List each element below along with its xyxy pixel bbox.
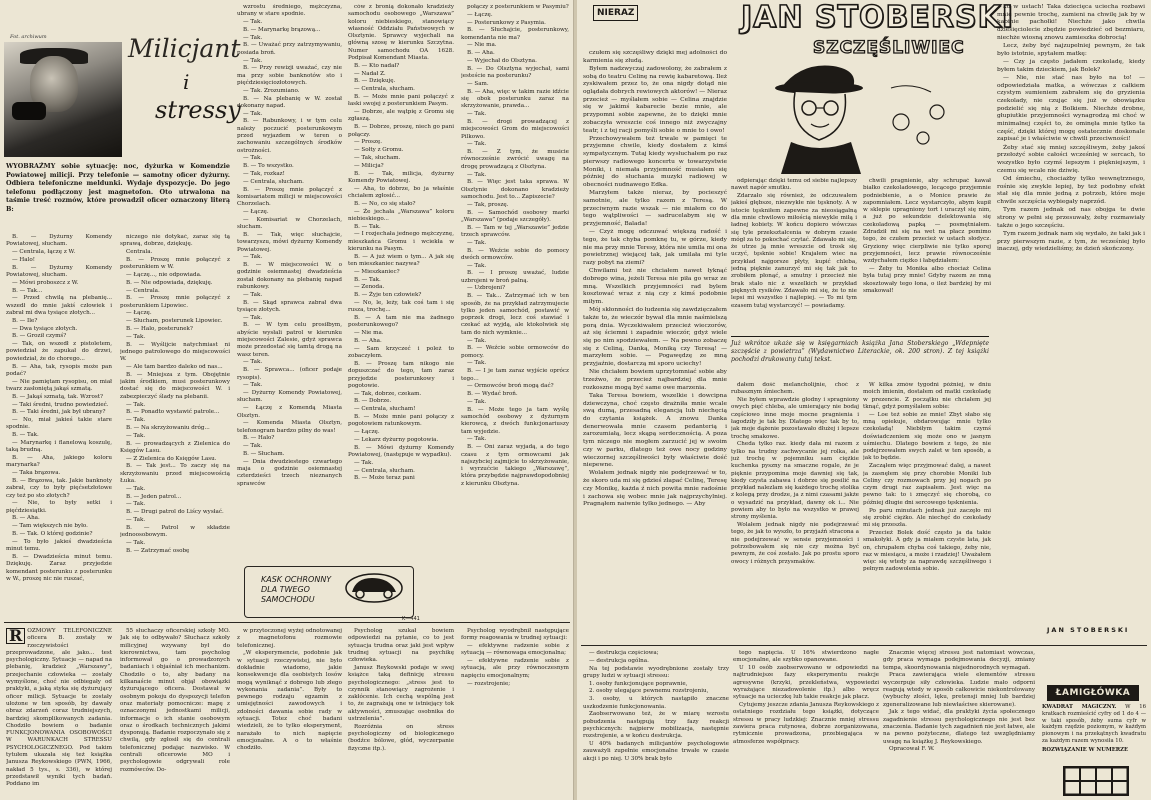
paragraph: — Łączę. (126, 310, 152, 317)
paragraph: — Łączę..., nie odpowiada. (126, 271, 202, 278)
paragraph: B. — Aha. (467, 50, 495, 57)
left-column-3 (237, 4, 342, 559)
paragraph: Rozróżnia on stress psychologiczny od biologicznego (bodźce bólowe, głód, wyczerpanie fizyczne itp.). (348, 723, 454, 752)
paragraph: B. — Groził czymś? (12, 333, 67, 340)
paragraph: B. — prowadzących z Zielenica do Księgów Lasu. (120, 440, 230, 454)
paragraph: — Tak. (243, 443, 263, 450)
paragraph: — Mieszkaniec? (354, 268, 400, 275)
paragraph: — Tak, rozkaz! (243, 171, 285, 178)
paragraph: B. — Na skrzyżowaniu dróg... (126, 424, 210, 431)
paragraph: Żeby stać się mniej szczęśliwym, żeby jakoś przełożyć sobie całości wcześniej w sercach, to wszystko było czymś lepszym i piękniejszym, i czemu się wcale nie dziwię. (997, 144, 1145, 174)
book-note: Już wkrótce ukaże się w księgarniach książka Jana Stoberskiego „Wdepnięte szczęście z powietrza” (Wydawnictwo Literackie, ok. 200 stron). Z tej książki pochodzi drukowany tutaj tekst. (731, 336, 989, 365)
paragraph: B. — Tak... (12, 287, 43, 294)
paragraph: — Łączę. (467, 11, 493, 18)
paragraph: — Dyżurny Komendy Powiatowej, słucham. (237, 390, 342, 404)
paragraph: B. — Weźcie sobie do pomocy dwóch ormowców. (461, 247, 569, 261)
paragraph: — Przed chwilą na plebanię... wszedł do mnie jakiś człowiek i zabrał mi dwa tysiące złotych... (6, 295, 112, 316)
paragraph: B. — Z tym, że musicie równocześnie zwrócić uwagę na drogę prowadzącą z Olsztyna. (461, 149, 569, 170)
paragraph: B. — Tak, milicja, dyżurny Komendy Powiatowej. (348, 170, 454, 184)
paragraph: — Centrala, słucham! (354, 406, 416, 413)
puzzle-footer: ROZWIĄZANIE W NUMERZE (1042, 746, 1129, 753)
paragraph: B. — I je tam zaraz wyjście oprócz tego... (461, 368, 569, 382)
paragraph: B. — Dobrze, proszę, niech go pani połączy. (348, 124, 454, 138)
paragraph: B. — Aha. (354, 338, 382, 345)
paragraph: — Tak. (243, 19, 263, 26)
paragraph: — Łączę. (243, 209, 269, 216)
paragraph: 3. osoby, u których nastąpiło znaczne uszkodzenie funkcjonowania. (583, 696, 729, 710)
paragraph: W kilka zmów tygodni później, w dniu moich imienin, dostałem od matki czekoladę w prezencie. Z początku nie chciałem jej tknąć, gdyż pomyślałem sobie: (863, 382, 991, 410)
paragraph: B. — Dyżurny Komendy Powiatowej, słucham. (6, 234, 112, 248)
paragraph: — Łączę z Komendą Miasta Olsztyn. (237, 405, 342, 419)
paragraph: — Taki średni, trudno powiedzieć. (12, 401, 109, 408)
article-lead: WYOBRAŹMY sobie sytuację: noc, dyżurka w Komendzie Powiatowej milicji. Przy telefonie — samotny oficer dyżurny. Odbiera telefoniczne meldunki. Wydaje dyspozycje. Do jego telefonu podłączony jest magnetofon. Oto utrwalona na taśmie treść rozmów, które prowadził oficer oznaczony literą B: (6, 162, 230, 213)
paragraph: B. — Aha, więc w takim razie idźcie się obok posterunku zaraz na skrzyżowanie, prawda... (461, 88, 569, 110)
paragraph: — Dnia dwudziestego czwartego maja o godzinie osiemnastej czterdzieści trzech nieznanych sprawców (237, 458, 342, 487)
paragraph: 1. osoby funkcjonujące poprawnie, (589, 680, 688, 687)
paragraph: B. — Jakąś szmatą, tak. Wzrost? (12, 393, 103, 400)
paragraph: B. — Tak... Zatrzymać ich w ten sposób, że na przykład zatrzymujecie tylko jeden samochód, postawić w poprzek drogi, lecz coś stawiać i czekać aż wyjdą, ale ktokolwiek się tam do nich wymknie... (461, 293, 569, 336)
left-column-5 (461, 4, 569, 616)
paragraph: B. — Aha, jakiego koloru marynarka? (6, 455, 112, 469)
paragraph: — Nadał Z. (354, 70, 386, 77)
officer-photo (4, 34, 122, 157)
paragraph: Lecz, żeby być najzupełniej pewnym, że tak było istotnie, spytałem matkę: (997, 43, 1145, 57)
paragraph: — Wyjechał do Olsztyna. (467, 58, 537, 65)
paragraph: B. — Jeden patrol... (126, 493, 182, 500)
paragraph: B. — Słuchajcie, posterunkowy, komendanta nie ma? (461, 27, 569, 41)
paragraph: — Tak. (354, 459, 374, 466)
paragraph: B. — Ile? (12, 317, 38, 324)
author-title: JAN STOBERSKI (741, 0, 1014, 35)
paragraph: — Tak. (126, 516, 146, 523)
paragraph: — Tak, dobrze, czekam. (354, 390, 422, 397)
paragraph: Jak z tego widać, dla praktyki życia społecznego zagadnienie stressu psychologicznego nie jest bez znaczenia. Badanie tych zagadnień nie jest łatwe, ale na pewno pożyteczne, dlatego też uwzględniamy uwagę na książkę J. Reykowskiego. (883, 709, 1035, 745)
author-signature: JAN STOBERSKI (1047, 626, 1130, 634)
paragraph: — Tak. (467, 262, 487, 269)
paragraph: — Centrala, słucham. (243, 178, 304, 185)
badge-line1: KASK OCHRONNY (261, 575, 332, 584)
paragraph: B. — Proszę tam nikogo nie dopuszczać do tego, tam zaraz przyjedzie posterunkowy i pogotowie. (348, 360, 454, 389)
paragraph: B. — Tam w tej „Warszawie” jedzie trzech sprawców. (461, 224, 569, 238)
paragraph: — Z Zielenica do Księgów Lasu. (126, 455, 217, 462)
left-column-2 (120, 234, 230, 614)
paragraph: chwili pragnienie, aby schrupać kawał białko czekoladowego, lecącego przyjemnie podniebienie, a o Monice prawie że zapomniałem. Lecz wystarczyło, abym kupił w sklepie upragniony tort i uraczył się nim, a już po sekundzie delektowania się czekoladową papką — posmętniałem. Zdradził mi się na wet na płacz pomimo tego, że czułem przecież w ustach słodycz. Gryziony więc cierpliwie nie tylko sporej przyjemności, lecz prawie równocześnie wzdychałem ciężko i łabędziałem: (863, 178, 991, 265)
paragraph: Na tej podstawie wyodrębnione zostały trzy grupy ludzi w sytuacji stressu: (583, 665, 729, 679)
paragraph: — Centrala. (126, 287, 160, 294)
paragraph: Od śmiechu, chociażby tylko wewnętrznego, rośnie się zwykle lepiej, by też podobny efekt stał się dla mnie jedną z potrzeb, które moje chwile szczęścia wybiegały naprzód. (997, 175, 1145, 206)
paragraph: — Marynarkę i flanelową koszulę, taką brudną. (6, 440, 112, 454)
paragraph: R OZMOWY TELEFONICZNE oficera B. zostały w rzeczywistości przeprowadzone, ale jako... test psychologiczny. Sytuacje — napad na plebanię, kradzież „Warszawy”, przejechanie człowieka — zostały wymyślone, choć nie odbiegały od praktyki, a jaką styka się dyżurujący oficer milicji. Sytuacje te zostały ułożone w ten sposób, by dawały obraz zdarzeń coraz trudniejszych, bardziej skomplikowanych zadania. Chodziło bowiem o badanie FUNKCJONOWANIA OSOBOWOŚCI W WARUNKACH STRESSU PSYCHOLOGICZNEGO. Pod takim tytułem ukazała się też książka Janusza Reykowskiego (PWN, 1966, nakład 5 tys., s. 336), w której przedstawił wyniki tych badań. Poddano im (6, 628, 112, 788)
right-page (577, 0, 1151, 800)
paragraph: — Centrala, słucham. (354, 86, 415, 93)
paragraph: — Taka brązowa. (12, 470, 61, 477)
paragraph: — Tak, słucham. (354, 154, 401, 161)
paragraph: niczego nie dotykać, zaraz się tą sprawą, dobrze, dziękuję. (120, 234, 230, 248)
paragraph: B. — Może mnie pani połączy z pogotowiem ratunkowym. (348, 414, 454, 428)
paragraph: B. — Tak. O której godzinie? (12, 531, 93, 538)
paragraph: — Tak. (243, 155, 263, 162)
paragraph: — Tak, on wszedł z pistoletem, powiedział że zapukał do drzwi, powiedział, że do chorego... (6, 341, 112, 362)
paragraph: Taka Teresa bowiem, wszelkie i dowcipna dziewczyna, choć często drażniła mnie wcale swą dumą, przesadną elegancją lub niechęcią do czytania książek. A znowu Danka denerwowała mnie czasem pedanterią i zarozumiałą, lecz skąpą serdecznością. A poza tym niczego nie mogłem zarzucić jej w swoim czy w parku, dlatego też owe nocy godziny wieczornej szczęśliwości były właściwie dość niepewne. (583, 392, 727, 469)
paragraph: — Tak. (467, 360, 487, 367)
paragraph: Centrala. (126, 249, 153, 256)
paragraph: B. — A tam nie ma żadnego posterunkowego? (348, 315, 454, 329)
paragraph: Nie byłem wprawdzie głodny i spragniony owych pięć chleba, ale umierający nie bodaj częściowo inne moje mocne pragnienia i łagodziły je tak by. Dlatego więc tak by to, jak moje dążenie pozostawało dłużej i lepsze trochę smakowe. (731, 397, 859, 440)
paragraph: — Czy ja często jadałem czekoladę, kiedy byłem takim dzieckiem, jak Bolek? (997, 58, 1145, 73)
paragraph: — Nie ma. (354, 330, 384, 337)
paragraph: B. — Na plebanię w W. został dokonany napad. (237, 95, 342, 109)
paragraph: Po paru minutach jednak już zaczęło mi się zrobić ciężko. Ale niechęć do czekolady mi się przeszła. (863, 507, 991, 529)
paragraph: — To było jakieś dwadzieścia minut temu. (6, 538, 112, 553)
paragraph: — No, le, leży, tak coś tam i się rusza, trochę... (348, 300, 454, 314)
paragraph: — Ale tam bardzo daleko od nas... (126, 364, 223, 371)
paragraph: czułem się szczęśliwy dzięki mej adolności do karmienia się złudą. (583, 50, 727, 64)
paragraph: B. — Aha. (12, 515, 40, 522)
paragraph: — Nie ma. (467, 42, 497, 49)
badge-line3: SAMOCHODU (261, 595, 315, 604)
paragraph: B. — Wydać broń. (467, 391, 518, 398)
paragraph: odpierając dzięki temu od siebie najlepszy nawet napór smutku. (731, 178, 857, 192)
paragraph: Wolałem jednak nigdy nie podejrzewać w to, że skoro uda mi się gdzieś złapać Celinę, Teresę czy Monikę, każda ź nich powita mnie radośnie i zachowa się wobec mnie jak najprzychylniej. Pragnąłem naiwnie tylko jednego. — Aby (583, 470, 727, 508)
paragraph: — Czyż mogę odczuwać większą radość i tego, że tak chyba pomknę tu, w górze, kiedy nie ma przy mnie Teresy, która nie umila mi ona powietrznej wiejącej tak, jak umilała mi tyle razy pobyt na ziemi? (583, 229, 727, 266)
paragraph: — Tak, proszę. (467, 201, 509, 208)
paragraph: B. — Uważać przy zatrzymywaniu, posiada broń. (237, 42, 342, 56)
paragraph: B. — Tak. (12, 432, 39, 439)
paragraph: dałem dość melancholijnie, choć z rubasznym śmiechem. (731, 382, 859, 396)
paragraph: — Tak. (467, 398, 487, 405)
paragraph: B. — Kto nadał? (354, 62, 400, 69)
paragraph: — Sam. (467, 80, 489, 87)
paragraph: — Tak. (126, 539, 146, 546)
paragraph: B. — Marynarkę brązową... (243, 26, 321, 33)
paragraph: B. — W miejscowości W. o godzinie osiemnastej dwadzieścia został dokonany na plebanię napad rabunkowy. (237, 262, 342, 290)
paragraph: B. — Drugi patrol do Liścy wysłać. (126, 509, 224, 516)
paragraph: — Tak. (126, 401, 146, 408)
paragraph: — Loe też sobie ze mnie! Zbyt słabo się mną opiekuje, obdarowując mnie tylko czekoladą! Niebiłym takim czymś doświadczeniem się może ono w jasnym uśmiechu. Dlatego bowiem z tego, że nie podejrzewałem swych zalet w ten sposób, a jak to będzie. (863, 411, 991, 462)
paragraph: — Posterunkowy z Pasymia. (467, 19, 546, 26)
paragraph: — Nie, nie stać nas było na to! — odpowiedziała matka, a wówczas z całkiem czystym sumieniem zabrałem się do gryzienia czekolady, nie czując się już w obowiązku podzielić się nią z Bolkiem. Niechże drobne, głupiutkie przyjemności wynagrodzą mi choć w minimalnej części to, że ominęła mnie tylko ta część, dzięki której mogę ostatecznie doskonale zapisać je i właściwie w chwili przeciwności! (997, 74, 1145, 143)
paragraph: — Nie, to były setki i pięćdziesiątki. (6, 500, 112, 514)
left-column-4 (348, 4, 454, 616)
paragraph: B. — Halo? (243, 435, 275, 442)
paragraph: — Uzbrojeni? (467, 285, 506, 292)
right-bottom-column-2 (733, 650, 879, 798)
paragraph: B. — Proszę mnie połączyć z posterunkiem Lipowiec. (120, 295, 230, 309)
paragraph: — Proszę. (354, 139, 383, 146)
paragraph: U 10 osób zaobserwowano w odpowiedzi na najtrudniejsze fazy eksperymentu reakcje agresywne (krzyki, przekleństwa, wypowiedzi wyrażające niezadowolenie itp.) albo wręcz sytuacje na ucieczkę lub takie reakcje jak płacz. (733, 665, 879, 701)
drop-cap: R (6, 628, 25, 644)
paragraph: — Tak. Zrozumiano. (243, 87, 300, 94)
paragraph: B. — drogi prowadzącej z miejscowości Grom do miejscowości Pilkowo. (461, 118, 569, 140)
badge-code: K—441 (402, 616, 420, 622)
puzzle-title: ŁAMIGŁÓWKA (1047, 685, 1139, 701)
paragraph: — Tak. (243, 291, 263, 298)
paragraph: — Lekarz dyżurny pogotowia. (354, 436, 439, 443)
nieraz-label: NIERAZ (593, 5, 638, 21)
right-column-2 (731, 178, 857, 330)
paragraph: — Łączę. (354, 429, 380, 436)
paragraph: — efektywne radzenie sobie z sytuacją — równowaga emocjonalna; (461, 643, 569, 657)
paragraph: — Tak. (243, 359, 263, 366)
paragraph: B. — Może mnie pani połączyć z łaski swojej z posterunkiem Pasym. (348, 94, 454, 108)
paragraph: B. — Taki średni, jak był ubrany? (12, 409, 106, 416)
paragraph: B. — Wyślijcie natychmiast ni jednego patrolowego do miejscowości W. (120, 341, 230, 363)
paragraph: B. — Brązowa, tak. Jakie banknoty zabrał, czy to były pięćsetzłotowe czy też po sto złotych? (6, 478, 112, 499)
paragraph: B. — Przy rewizji uważać, czy nie ma przy sobie banknotów sto i pięćdziesięciozłotowych. (237, 65, 342, 86)
paragraph: B. — Więc jest taka sprawa. W Olsztynie dokonano kradzieży samochodu. Jest to... Zapiszecie? (461, 179, 569, 200)
paragraph: Mój skłonności do łudzenia się zawdzięczałem także to, że wieczór bywał dla mnie naśmielszą porą dnia. Wyczekiwałem przecież wieczorów, aż się ściemni i zapadnie wieczór, gdyż wiele się po nim spodziewałem. — Na pewno zobaczę się z Celiną, Danką, Moniką czy Teresą! — marzyłem sobie. — Pogawędzę ze mną przyjaźnie, dostarczą mi sporo uciechy! (583, 307, 727, 368)
puzzle-text (1042, 704, 1146, 754)
paragraph: — Komisariat w Chorzelach, słucham. (237, 216, 342, 231)
left-bottom-column-1 (6, 628, 112, 798)
story-title: SZCZĘŚLIWIEC (813, 38, 965, 58)
paragraph: — Tak. (467, 239, 487, 246)
paragraph: — destrukcja ogólna. (589, 657, 649, 664)
paragraph: Wolałem jednak nigdy nie podejrzewać tego, że jak to wyszło, to przyjaźń stracona a nie podejrzewać w sensie przyjemności i potrzebowałem się nie czy można być pewnym, że coś zostało. Jak po prostu sporo owocy i różnych przysmaków. (731, 522, 859, 565)
article-title-line1: Milicjant (128, 34, 241, 63)
paragraph: ców z bronią dokonało kradzieży samochodu osobowego „Warszawa” koloru niebieskiego, stanowiący własność Oddziału Państwowych w Olsztynie. Sprawcy wyjechali na główną szosę w kierunku Szczytna. Numer samochodu OA 1628. Podpisał Komendant Miasta. (348, 4, 454, 62)
paragraph: B. — Ponadto wystawić patrole... (126, 409, 220, 416)
paragraph: B. — W tym celu prosiłbym, abyście wysłali patrol w kierunku miejscowości Zalesie, gdyż sprawca może przedostać się tamtą drogą na wasz teren. (237, 322, 342, 358)
puzzle-body: W 16 kratkach rozmieścić cyfry od 1 do 4 — w taki sposób, żeby suma cyfr w każdym rzędzie poziomym, w każdym pionowym i na przekątnych kwadratu za każdym razem wynosiła 10. (1042, 704, 1146, 744)
paragraph: Janusz Reykowski podaje w swej książce taką definicję stressu psychologicznego: „stress jest to czynnik stanowiący zagrożenie i zakłócenie. Ich cechą wspólną jest to, że zagrażają one w istniejący tok aktywności, zmuszając osobnika do ustrzelenia”. (348, 664, 454, 723)
puzzle-heading: KWADRAT MAGICZNY. (1042, 704, 1117, 710)
paragraph: — Tak. (243, 57, 263, 64)
section-divider-right (581, 645, 1147, 646)
paragraph: — Mówi proboszcz z W. (12, 279, 79, 286)
paragraph: 2. osoby ulegające pewnemu rozstrojeniu, (589, 688, 709, 695)
right-bottom-column-3 (883, 650, 1035, 798)
article-title-line2: i (183, 70, 190, 94)
paragraph: Tym razem jednak nam się wydało, że taki jak i przy pierwszym razie, z tym, że wcześniej było inaczej, gdy wiedzieliśmy, że dzień skończony. (997, 230, 1145, 253)
paragraph: — Tak. (467, 141, 487, 148)
paragraph: B. — Dobrze. (354, 398, 392, 405)
paragraph: Praca zawierająca wiele elementów stressu wyczerpuje siły człowieka. Ludzie mało odporni reagują wtedy w sposób całkowicie niekontrolowany (wybuchy złości, lęku, pretensji mniej lub bardziej zgeneralizowane lub niewłaściwe skierowane). (883, 672, 1035, 708)
paragraph: B. — Patrol w składzie jednoosobowym. (120, 524, 230, 539)
right-column-3 (863, 178, 991, 330)
paragraph: Przechowywałem też trwale w pamięci te przyjemne chwile, kiedy dostałem z kimś sympatycznym. Tutaj kiedy wysłuchałem po raz pierwszy radiowego koncertu w towarzystwie Moniki, i niemała przyjemność musiałem się później do słuchania muzyki radiowej w obecności nudnawego Edka. (583, 135, 727, 188)
paragraph: B. — Do Olsztyna wyjechał, sami jesteście na posterunku? (461, 65, 569, 80)
badge-line2: DLA TWEGO (261, 585, 310, 594)
paragraph: Marzyłem także nieraz, by pocieszyć samotnie, ale tylko razem z Teresą. W przeciwnym razie wszak — nie miałem co do tego wątpliwości — sadrucelabym się w przyjemność, Balada! (583, 190, 727, 227)
left-column-1 (6, 234, 112, 614)
paragraph: 55 słuchaczy oficerskiej szkoły MO. Jak się to odbywało? Słuchacz szkoły milicyjnej wzywany był do kierownictwa, tam psycholog informował go o prowadzonych badaniach i objaśniał ich mechanizm. Chodziło o to, aby badany na kilkanaście minut objął obowiązki dyżurującego oficera. Dostawał w osobnym pokoju do dyspozycji telefon oraz materiały pomocnicze: mapę z oznaczonymi jednostkami milicji, informacje o ich stanie osobowym oraz o środkach technicznych jakimi dysponują. Badanie rozpoczynało się z chwilą, gdy zgłosił się do centrali telefonicznej podając nazwisko. W centrali oficerowie MO i psychologowie odgrywali role rozmówców. Do- (120, 628, 230, 773)
paragraph: Nie chciałem bowiem uprzytomniać sobie aby trzeźwo, że przecież najbardziej dla mnie rozkoszne mogą być same owe marzenia. (583, 369, 727, 391)
article-title-line3: stressy (155, 96, 241, 124)
paragraph: B. — Proszę mnie połączyć z komisariatem milicji w miejscowości Chorzelach. (237, 186, 342, 208)
left-page (0, 0, 574, 800)
paragraph: — rozstrojenie; (467, 680, 511, 687)
paragraph: — Nie pamiętam rysopisu, on miał twarz zasłoniętą jakąś szmatą. (6, 378, 112, 392)
paragraph: — Komenda Miasta Olsztyn, telefonogram bardzo pilny do was! (237, 420, 342, 434)
paragraph: B. — To wszystko. (243, 163, 294, 170)
paragraph: — Tak. (126, 485, 146, 492)
paragraph: Cheda tylko raz. kiedy dała mi razem z tylko na trudny zachwycanie jej rolka, ale już trochę w pojemniku sam ciężkie kuchenka pyszny na smaczne rogale, że je pięknie przypomina moje dawniej się tak, kiedy czysta zabawa i dobrze się posilić na przykład nalezlam się każdego trochę stolika z kolegą przy drodze, ja z nimi czasami jakże o wysadzić na przykład, dawny ok i... Nie powiem aby to było na wszystko w prawej strony myślenia. (731, 441, 859, 521)
paragraph: „W eksperymencie, podobnie jak w sytuacji rzeczywistej, nie było dokładnie wiadomo, jakie konsekwencje dla osobistych losów mogą wyniknąć z dobrego lub złego wykonania zadania”. Były to pewnego rodzaju egzamin z umiejętności zawodowych i zdolności dawania sobie rady w sytuacji. Totez choć badani wiedzieli, że to tylko eksperyment, narażało to nich napięcie emocjonalne. A o to właśnie chodziło. (237, 650, 342, 752)
paragraph: — Słucham, posterunek Lipowiec. (126, 318, 223, 325)
paragraph: — Tak. (467, 171, 487, 178)
paragraph: — Ormowców broń mogą dać? (467, 383, 554, 390)
paragraph: B. — Samochód osobowy marki „Warszawa” (podaje szczegóły). (461, 209, 569, 223)
paragraph: — Tak. (126, 501, 146, 508)
paragraph: Zaobserwowano też, że w miarę wzrostu pobudzenia następują trzy fazy reakcji psychicznych: najpierw mobilizacja, następnie rozstrojenie, a w końcu destrukcja. (583, 711, 729, 740)
paragraph: — Tak. (243, 34, 263, 41)
paragraph: — Tak. (243, 254, 263, 261)
paragraph: B. — Może teraz pani (354, 475, 415, 482)
paragraph: B. — Dziękuję. (354, 78, 396, 85)
paragraph: B. — Skąd sprawca zabrał dwa tysiące złotych. (237, 299, 342, 313)
paragraph: Cytujemy jeszcze zdania Janusza Reykowskiego z ostatniego rozdziału tego książki, dotyczące stressu w pracy ludzkiej: Znacznie mniej stressu zawiera praca rutynowa, dobrze zorganizowana, rytmicznie prowadzona, przebiegająca w atmosferze współpracy. (733, 702, 879, 745)
paragraph: B. — Tak jest... To zaczy się na skrzyżowaniu przed miejscowością Łuka. (120, 463, 230, 484)
paragraph: B. — Tak, więc słuchajcie, towarzyszu, mówi dyżurny Komendy Powiatowej. (237, 231, 342, 253)
paragraph: — I rozjechała jednego mężczyznę, mieszkańca Gromu i wciekła w kierunku na Pasym. (348, 231, 454, 252)
paragraph: — Tak. (467, 436, 487, 443)
paragraph: Psycholog szukał bowiem odpowiedzi na pytanie, co to jest sytuacja trudna oraz jaki jest wpływ trudnej sytuacji na psychikę człowieka. (348, 628, 454, 664)
paragraph: Psycholog wyodrębnił następujące formy reagowania w trudnej sytuacji: (461, 628, 569, 642)
paragraph: — Dobrze, ale wątpię z Gromu się zgłaszą. (348, 109, 454, 123)
paragraph: — Tam większych nie było. (12, 523, 88, 530)
paragraph: — Sam krzyczeć i poleż to zobaczyłem. (348, 345, 454, 360)
paragraph: — Tak. (243, 314, 263, 321)
paragraph: Byłem nadzwyczaj zadowolony, że zabrałem z sobą do teatru Celinę na rewię kabaretową. Ileż zyskiwałem przez to, że ona nigdy dotąd nie oglądała dobrych rewiowych aktorów! — Nieraz przecież — myślałem sobie — Celina znajdzie się w jakimś kabarecie bezie mnie, ale przypomni sobie zapewne, że to dzięki mnie zobaczyła wreszcie coś innego niż zwyczajny teatr, i z tej racji pomyśli sobie o mnie to i owo! (583, 65, 727, 134)
paragraph: B. — Zatrzymać osobę (126, 547, 190, 554)
paragraph: B. — Dwadzieścia minut temu. Dziękuję. Zaraz przyjedzie komendant posterunku z posterunku w W., proszę nic nie ruszać, (6, 553, 112, 582)
paragraph: Chwilami też nie chciałem nawet łyknąć dobrego wina, jeżeli Teresa nie piła go wraz ze mną. Wszelkich przyjemności rad bylem kosztować wraz z nią czy z kimś podobnie miłym. (583, 268, 727, 305)
photo-caption: Fot. archiwum (10, 34, 47, 40)
paragraph: B. — Żyje ten człowiek? (354, 292, 422, 299)
paragraph: — Milicja? (354, 162, 384, 169)
paragraph: U 40% badanych milicjantów psychologowie zauważyli zupełnie emocjonalne trwałe w czasie akcji i po niej. U 30% brak było (583, 741, 729, 762)
paragraph: Tym razem jednak od nas obojga te dwie strony w pełni się przesuwały, żeby rozmawiały także o jego szczęściu. (997, 207, 1145, 229)
left-bottom-column-4 (348, 628, 454, 798)
paragraph: B. — Halo, posterunek? (126, 326, 193, 333)
paragraph: — Sołty z Gromu. (354, 147, 404, 154)
paragraph: Znacznie więcej stressu jest natomiast wówczas, gdy praca wymaga podejmowania decyzji, zmiany tempa, skoordynowania niejednorodnych wymagań. (883, 650, 1035, 671)
paragraph: — Halo! (12, 256, 35, 263)
section-divider (4, 622, 570, 623)
paragraph: Zdarzało się również, że odczuwałem jakieś głębsze, niezwykłe nie tęsknoty. A w istocie tęskniłem zapewne za nieosiągalną dla mnie chwilowo miłością niewykle miłą i ładnej kobiety. W końcu dopiero wówczas się tyle przekształcenia w dobrym czasie mógł za to pokochać czytać. Zdawało mi się, że utrze ją mnie wreszcie od trosk się uczyć, tęsknie sobie! Krajałem wiec na przykład najgorsze płyty, kupić chleba, jedną pięknie zanurzyć mi się tak jak to zrobiłem płonąć, a smutny i przecież nie brak stało nic z wszelkich w przykład pięknych rysików. Zdawało mi się, że to nie lepsi mi wszystko i najlepiej. — To mi tym ezasem tutaj wystarczyć! — powiadamy. (731, 193, 857, 309)
paragraph: B. — No, co się stało? (354, 200, 416, 207)
paragraph: — Tak. (243, 110, 263, 117)
paragraph: B. — Tak. (354, 276, 381, 283)
paragraph: B. — Słucham. (243, 451, 285, 458)
paragraph: B. — Rabunkowy, i w tym celu należy poczucić posterunkowym przed wyjazdem w teren o zachowaniu szczególnych środków ostrożności. (237, 118, 342, 154)
paragraph: w przytoczonej wyżej odnotowanej z magnetofonu rozmowie telefonicznej. (237, 628, 342, 649)
paragraph: B. — Tak. (354, 223, 381, 230)
right-bottom-column-1 (583, 650, 729, 798)
paragraph: tego napięcia. U 16% stwierdzono nagłe emocjonalne, ale szybko opanowane. (733, 650, 879, 664)
paragraph: — Dwa tysiące złotych. (12, 325, 78, 332)
paragraph: B. — Sprawca... (oficer podaje rysopis). (237, 367, 342, 381)
paragraph: — Żeby tu Monika albo chociaż Celina była tutaj przy mnie! Gdyby razem ze mną skosztowały tego łona, o ileż bardziej by mi smakował! (863, 266, 991, 294)
right-column-6 (997, 4, 1145, 620)
paragraph: — Tak. (467, 337, 487, 344)
paragraph: B. — Mówi dyżurny Komendy Powiatowej, (następuje w wypadku). (348, 444, 454, 459)
paragraph: B. — A już wiem o tym... A jak się ten mieszkaniec nazywa? (348, 253, 454, 268)
paragraph: Przecież Bolek dość często ja da takie smakołyki. A gdy ja miałem czyste lata, jak on, chrupałem chyba coś takiego, żeby nie, raz w miesiącu, a może i rzadziej! Uważałem więc się wtedy za naprawdę szczęśliwego i pełnym zadowolenia sobie. (863, 529, 991, 573)
telephone-icon (12, 102, 46, 120)
paragraph: — No, miał jakieś takie stare spodnie. (6, 417, 112, 431)
paragraph: wzrostu średniego, mężczyzna, ubrany w stare spodnie. (237, 4, 342, 18)
paragraph: — Że jechała „Warszawa” koloru niebieskiego... (348, 208, 454, 222)
left-bottom-column-3 (237, 628, 342, 798)
paragraph: — Tak. (126, 333, 146, 340)
paragraph: — Tak. (467, 111, 487, 118)
car-helmet-icon (340, 566, 404, 604)
right-column-1 (583, 50, 727, 740)
paragraph: B. — Weźcie sobie ormowców do pomocy. (461, 345, 569, 359)
left-bottom-column-5 (461, 628, 569, 798)
paragraph: — efektywne radzenie sobie z sytuacją, ale przy równoczesnym napięciu emocjonalnym; (461, 658, 569, 679)
magic-square-grid (1063, 766, 1129, 796)
paragraph: B. — Aha, tak, rysopis może pan podać? (6, 363, 112, 377)
paragraph: Opracował F. W. (889, 746, 935, 753)
paragraph: połączy z posterunkiem w Pasymiu? (467, 4, 569, 10)
paragraph: B. — Nie odpowiada, dziękuję. (126, 279, 213, 286)
paragraph: — Tak. (126, 417, 146, 424)
paragraph: — Aha, to dobrze, bo ja właśnie chciałem zgłosić... (348, 185, 454, 199)
paragraph: B. — I proszę uważać, ludzie uzbrojeni w broń palną. (461, 270, 569, 284)
paragraph: — Centrala, łączę z W. (12, 249, 76, 256)
paragraph: B. — Oni zaraz wyjadą, a do tego czasu z tym ormowcami jak najszybciej zajmijcie to skrzyżowanie, i wyrzućcie takiego „Warszawę”, która przybędzie najprawdopodobniej z kierunku Olsztyna. (461, 444, 569, 487)
left-bottom-column-2 (120, 628, 230, 798)
paragraph: B. — Mniejsza z tym. Obojętnie jakim środkiem, musi posterunkowy dostać się do miejscowości W. i zabezpieczyć ślady na plebanii. (120, 371, 230, 400)
paragraph: — Zenoda. (354, 284, 385, 291)
paragraph: ko w ustach! Taka dziecięca uciecha rozbawi mnie pewnie trochę, zamieni na chwilę jak by w kabinie pachołki! Niechże jako chwila dziesięciolecie zbędzie powiedzieć od bezmiaru, niechże wiosną znowu zamieszka dobrocią! (997, 4, 1145, 41)
paragraph: — destrukcja częściowa; (589, 650, 659, 656)
cartoon-illustration (741, 58, 961, 174)
paragraph: B. — Proszę mnie połączyć z posterunkiem w W. (120, 256, 230, 271)
paragraph: — Tak. (243, 382, 263, 389)
paragraph: Zacząłem więc przyjmować dalej, a nawet ja zasnęłem się przy chorobie Moniki lub Celiny czy rozmowach przy jej nogach po czym drugi raz zapisałem. Jest więc na pewno tak: to i zmęczyć się chorobą, co później długie dni sercowego tęsknienia. (863, 463, 991, 506)
paragraph: — Centrala, słucham. (354, 467, 415, 474)
paragraph: B. — Może tego ja tam wyślę samochód osobowy z dyżurnym kierowcą, z dwóch funkcjonariuszy tam wyjedzie. (461, 406, 569, 435)
paragraph: — Tak. (126, 432, 146, 439)
paragraph: B. — Dyżurny Komendy Powiatowej, słucham. (6, 264, 112, 278)
